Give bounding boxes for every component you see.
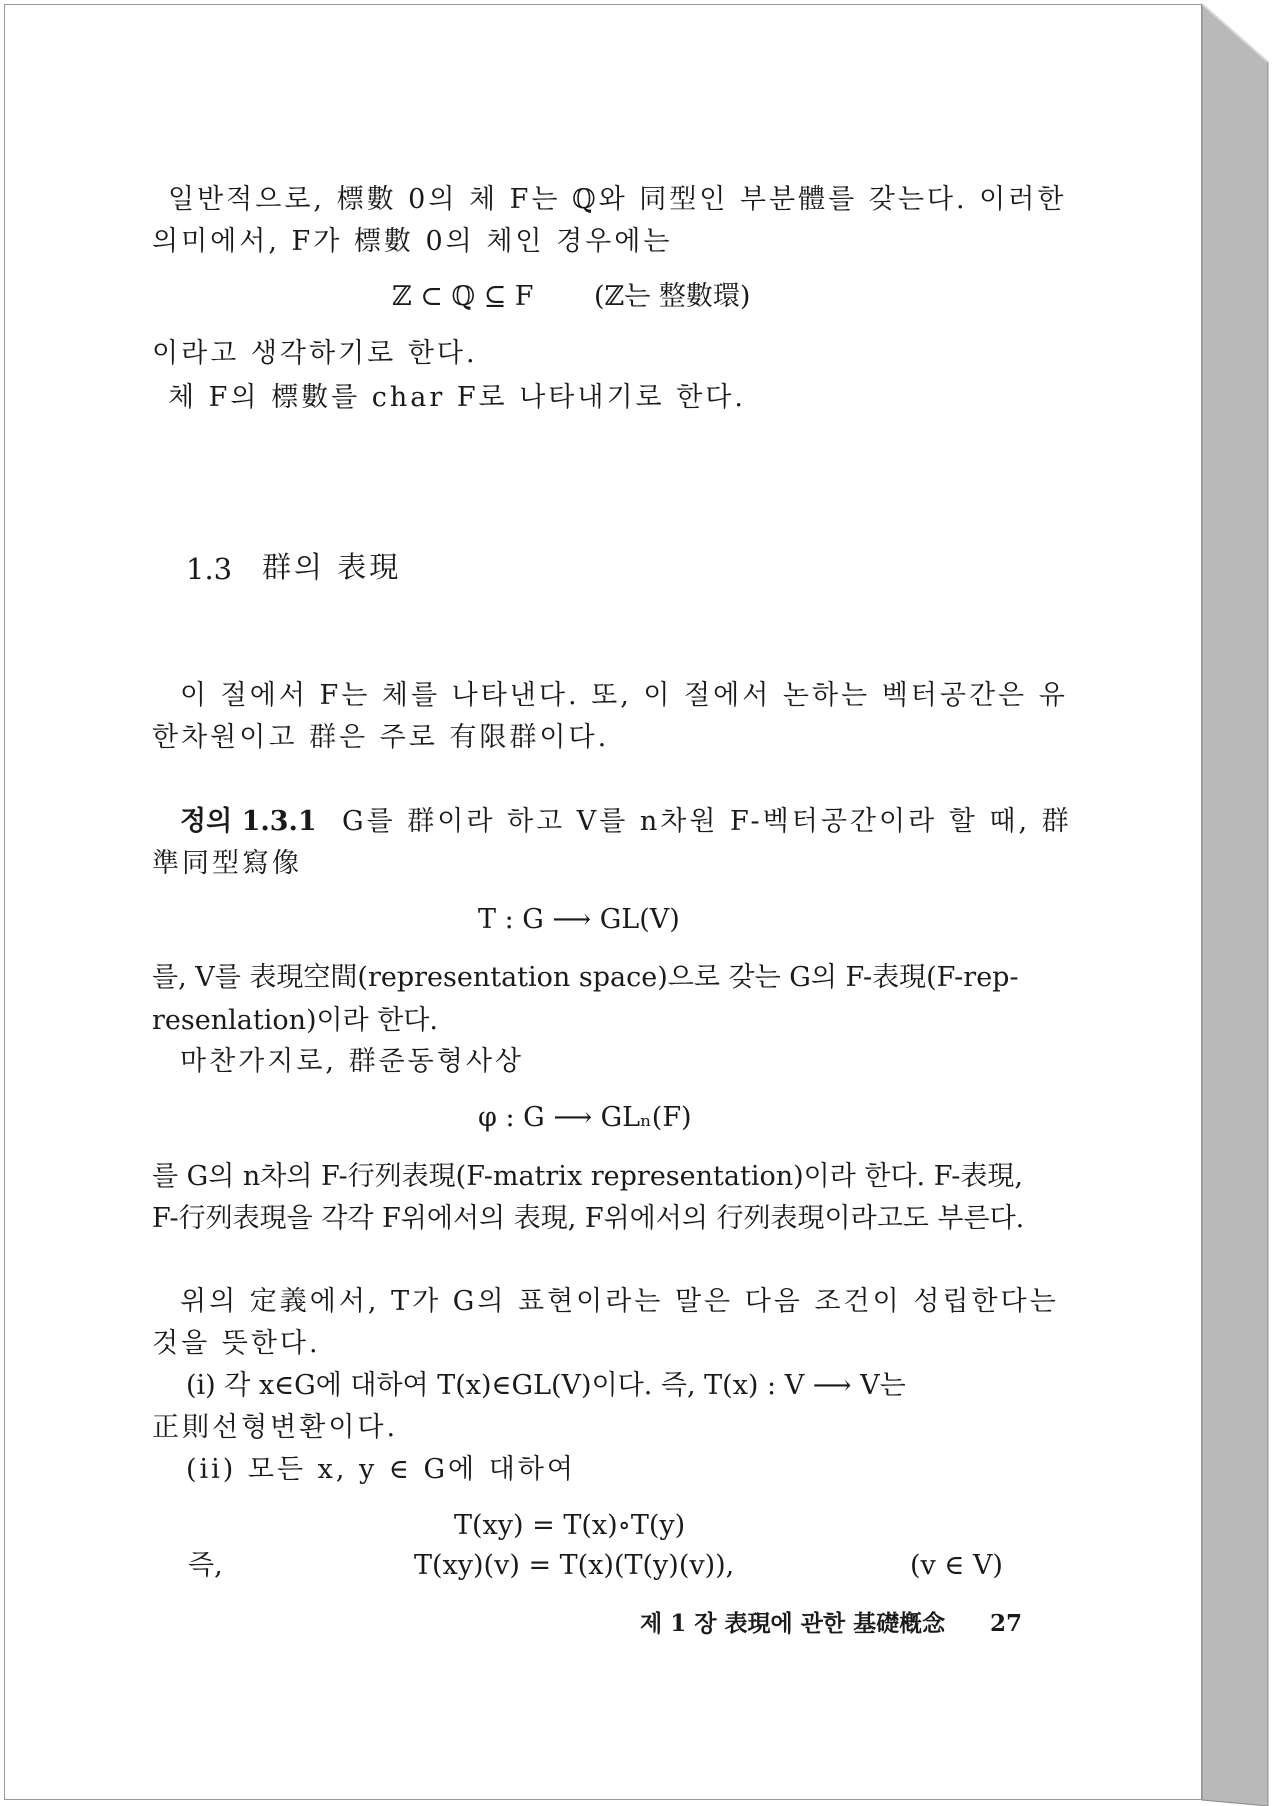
intro-line-1: 일반적으로, 標數 0의 체 F는 ℚ와 同型인 부분體를 갖는다. 이러한 (168, 184, 1067, 215)
equation-2-condition: (v ∈ V) (910, 1550, 1003, 1581)
definition-formula-1: T : G ⟶ GL(V) (478, 904, 680, 935)
condition-2: (ii) 모든 x, y ∈ G에 대하여 (186, 1454, 576, 1485)
intro-formula-note: (ℤ는 整數環) (594, 281, 751, 312)
definition-formula-2: φ : G ⟶ GLₙ(F) (478, 1102, 692, 1133)
definition-label: 정의 1.3.1 (180, 806, 317, 837)
definition-line-5: 마찬가지로, 群준동형사상 (180, 1046, 524, 1077)
section-number: 1.3 (186, 552, 233, 586)
intro-line-3: 이라고 생각하기로 한다. (152, 338, 478, 369)
para2-line-1: 위의 定義에서, T가 G의 표현이라는 말은 다음 조건이 성립한다는 (180, 1286, 1059, 1317)
intro-formula: ℤ ⊂ ℚ ⊆ F (392, 281, 534, 312)
page-number: 27 (990, 1610, 1023, 1637)
definition-line-4: resenlation)이라 한다. (152, 1005, 438, 1036)
definition-line-7: F-行列表現을 각각 F위에서의 表現, F위에서의 行列表現이라고도 부른다. (152, 1203, 1025, 1234)
equation-1: T(xy) = T(x)∘T(y) (454, 1510, 686, 1541)
equation-2-prefix: 즉, (188, 1550, 223, 1581)
equation-2: T(xy)(v) = T(x)(T(y)(v)), (414, 1550, 735, 1581)
section-title: 群의 表現 (262, 550, 402, 584)
definition-line-2: 準同型寫像 (152, 848, 302, 879)
para1-line-1: 이 절에서 F는 체를 나타낸다. 또, 이 절에서 논하는 벡터공간은 유 (180, 680, 1068, 711)
definition-line-3: 를, V를 表現空間(representation space)으로 갖는 G의 F-表現(F-rep- (152, 962, 1019, 993)
intro-line-2: 의미에서, F가 標數 0의 체인 경우에는 (152, 226, 673, 257)
para1-line-2: 한차원이고 群은 주로 有限群이다. (152, 722, 610, 753)
definition-line-1: G를 群이라 하고 V를 n차원 F-벡터공간이라 할 때, 群 (342, 806, 1072, 837)
running-footer-chapter: 제 1 장 表現에 관한 基礎槪念 (640, 1610, 946, 1637)
intro-line-4: 체 F의 標數를 char F로 나타내기로 한다. (168, 382, 746, 413)
definition-line-6: 를 G의 n차의 F-行列表現(F-matrix representation)이라 한다. F-表現, (152, 1161, 1023, 1192)
condition-1: (i) 각 x∈G에 대하여 T(x)∈GL(V)이다. 즉, T(x) : V ⟶ V는 (186, 1370, 906, 1401)
condition-1-continued: 正則선형변환이다. (152, 1412, 399, 1443)
para2-line-2: 것을 뜻한다. (152, 1328, 321, 1359)
